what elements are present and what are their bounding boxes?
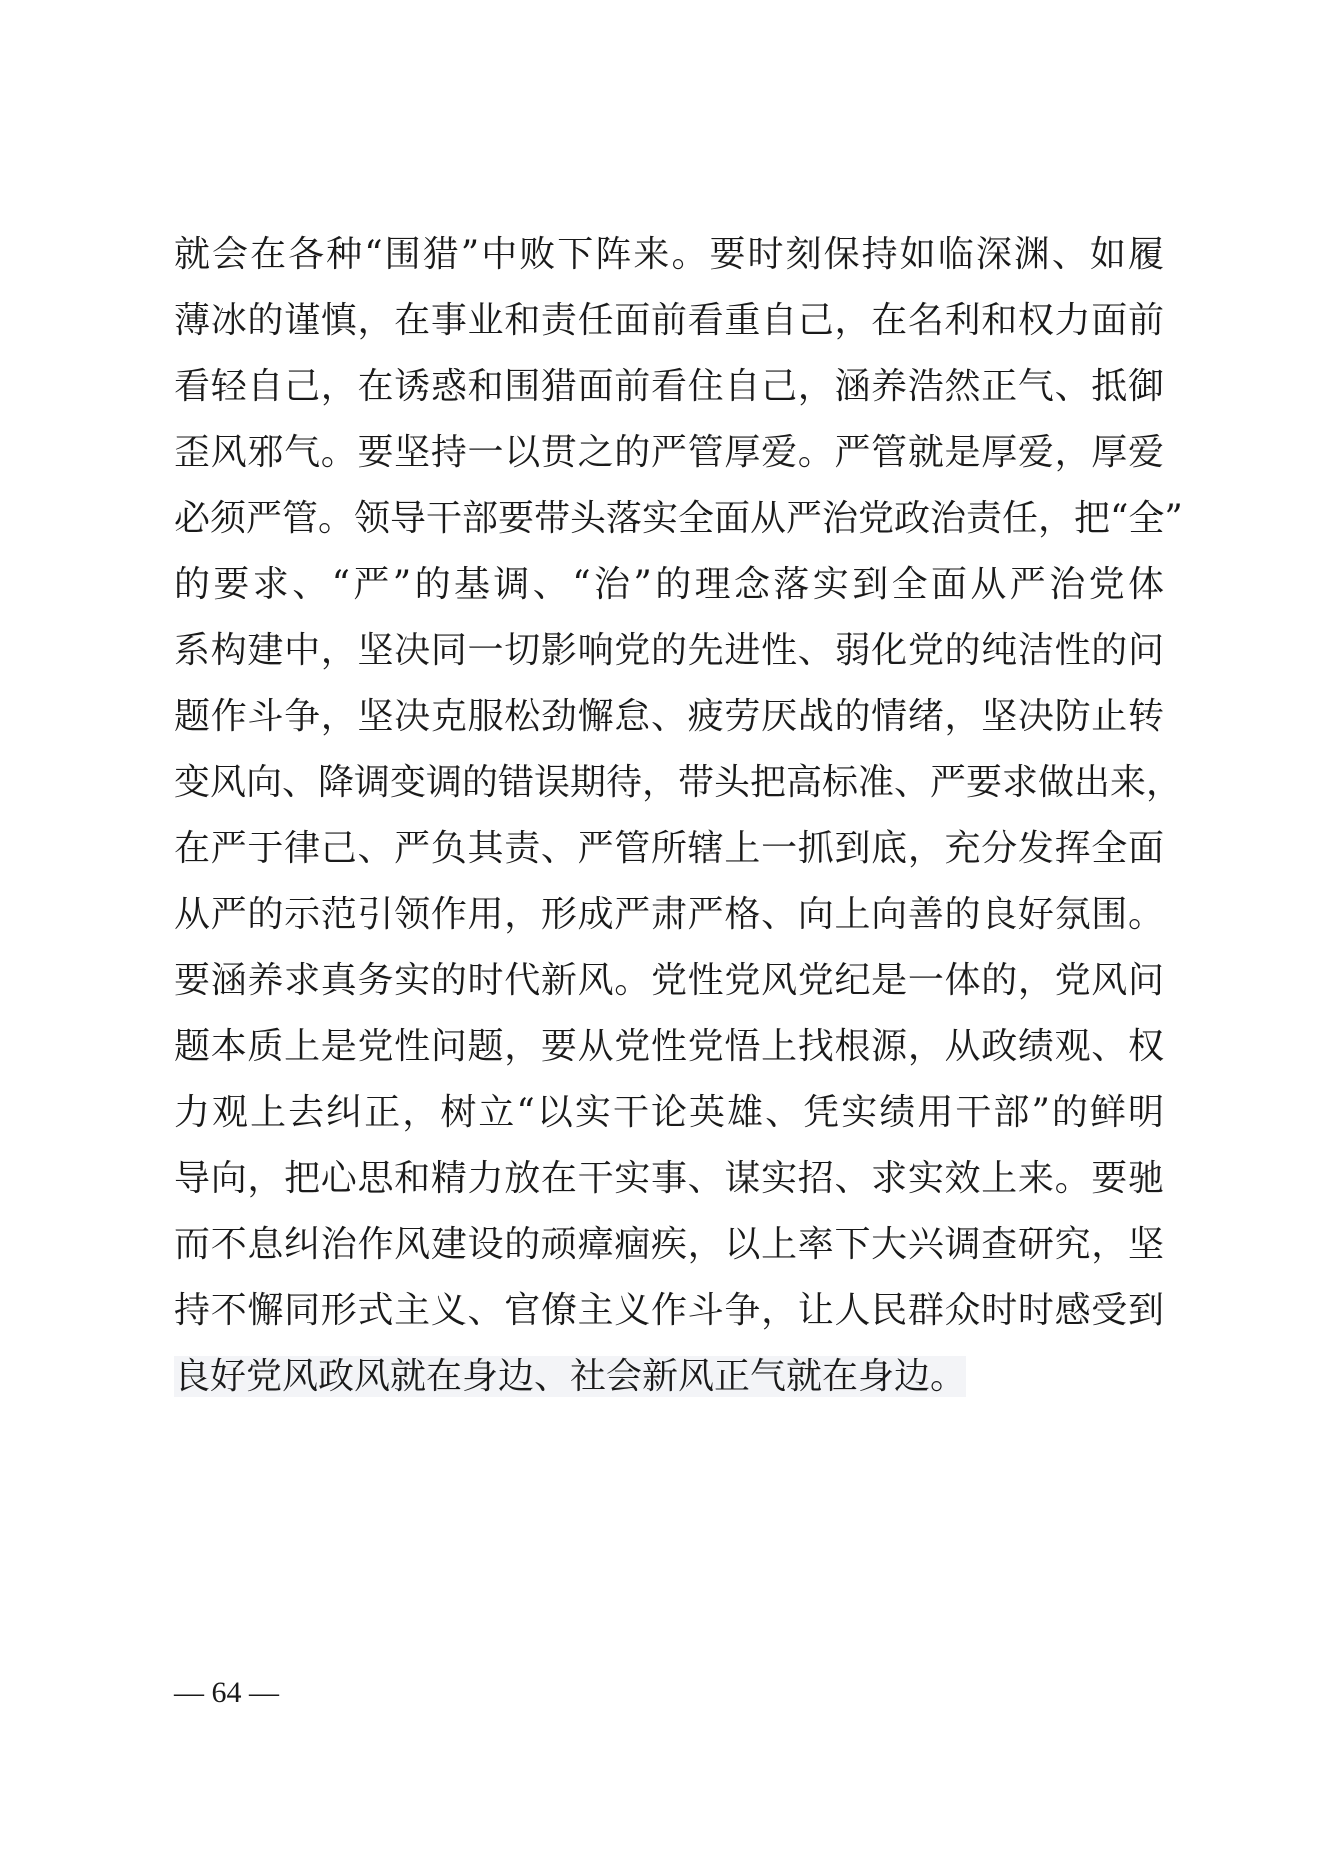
text-line: 题本质上是党性问题，要从党性党悟上找根源，从政绩观、权 — [174, 1026, 1164, 1067]
text-line: 要涵养求真务实的时代新风。党性党风党纪是一体的，党风问 — [174, 960, 1164, 1001]
text-line: 看轻自己，在诱惑和围猎面前看住自己，涵养浩然正气、抵御 — [174, 366, 1164, 407]
text-line: 持不懈同形式主义、官僚主义作斗争，让人民群众时时感受到 — [174, 1290, 1164, 1331]
text-line: 薄冰的谨慎，在事业和责任面前看重自己，在名利和权力面前 — [174, 300, 1164, 341]
text-line: 从严的示范引领作用，形成严肃严格、向上向善的良好氛围。 — [174, 894, 1164, 935]
text-line: 题作斗争，坚决克服松劲懈怠、疲劳厌战的情绪，坚决防止转 — [174, 696, 1164, 737]
text-line-last — [174, 1344, 1164, 1410]
text-line: 歪风邪气。要坚持一以贯之的严管厚爱。严管就是厚爱，厚爱 — [174, 432, 1164, 473]
page-number: — 64 — — [174, 1676, 279, 1709]
body-paragraph — [174, 222, 1183, 1410]
text-line: 导向，把心思和精力放在干实事、谋实招、求实效上来。要驰 — [174, 1158, 1164, 1199]
text-line: 力观上去纠正，树立“以实干论英雄、凭实绩用干部”的鲜明 — [174, 1092, 1164, 1133]
text-line: 系构建中，坚决同一切影响党的先进性、弱化党的纯洁性的问 — [174, 630, 1164, 671]
text-line-last-content: 良好党风政风就在身边、社会新风正气就在身边。 — [174, 1356, 967, 1397]
text-line: 在严于律己、严负其责、严管所辖上一抓到底，充分发挥全面 — [174, 828, 1164, 869]
text-line: 而不息纠治作风建设的顽瘴痼疾，以上率下大兴调查研究，坚 — [174, 1224, 1164, 1265]
text-line: 的要求、“严”的基调、“治”的理念落实到全面从严治党体 — [174, 564, 1164, 605]
text-line: 就会在各种“围猎”中败下阵来。要时刻保持如临深渊、如履 — [174, 234, 1164, 275]
text-line: 必须严管。领导干部要带头落实全面从严治党政治责任，把“全” — [174, 498, 1183, 539]
text-line: 变风向、降调变调的错误期待，带头把高标准、严要求做出来， — [174, 762, 1183, 803]
